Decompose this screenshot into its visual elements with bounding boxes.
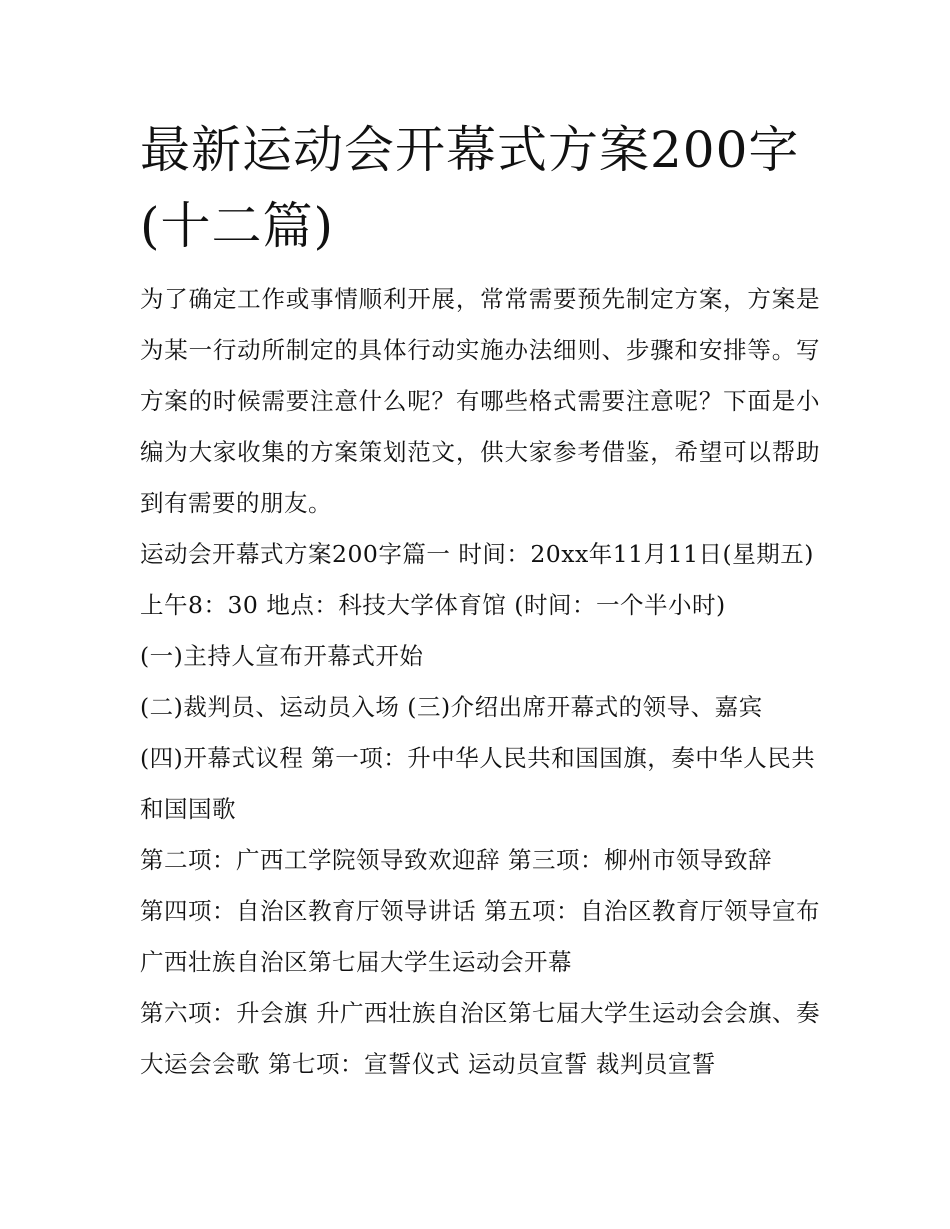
body-paragraph-2: (一)主持人宣布开幕式开始: [140, 642, 424, 670]
body-paragraph-1: 运动会开幕式方案200字篇一 时间：20xx年11月11日(星期五)上午8：30 地点：科技大学体育馆 (时间：一个半小时): [140, 540, 814, 619]
body-paragraph-3: (二)裁判员、运动员入场 (三)介绍出席开幕式的领导、嘉宾: [140, 693, 763, 721]
body-paragraph-5: 第二项：广西工学院领导致欢迎辞 第三项：柳州市领导致辞: [140, 846, 772, 874]
document-title: 最新运动会开幕式方案200字(十二篇): [140, 121, 800, 255]
body-paragraph-6: 第四项：自治区教育厅领导讲话 第五项：自治区教育厅领导宣布广西壮族自治区第七届大学生运动会开幕: [140, 897, 820, 976]
body-paragraph-4: (四)开幕式议程 第一项：升中华人民共和国国旗，奏中华人民共和国国歌: [140, 744, 816, 823]
body-paragraph-7: 第六项：升会旗 升广西壮族自治区第七届大学生运动会会旗、奏大运会会歌 第七项：宣誓仪式 运动员宣誓 裁判员宣誓: [140, 999, 820, 1078]
intro-paragraph: 为了确定工作或事情顺利开展，常常需要预先制定方案，方案是为某一行动所制定的具体行动实施办法细则、步骤和安排等。写方案的时候需要注意什么呢？有哪些格式需要注意呢？下面是小编为大家收集的方案策划范文，供大家参考借鉴，希望可以帮助到有需要的朋友。: [140, 285, 820, 517]
document-page: [140, 112, 820, 1090]
